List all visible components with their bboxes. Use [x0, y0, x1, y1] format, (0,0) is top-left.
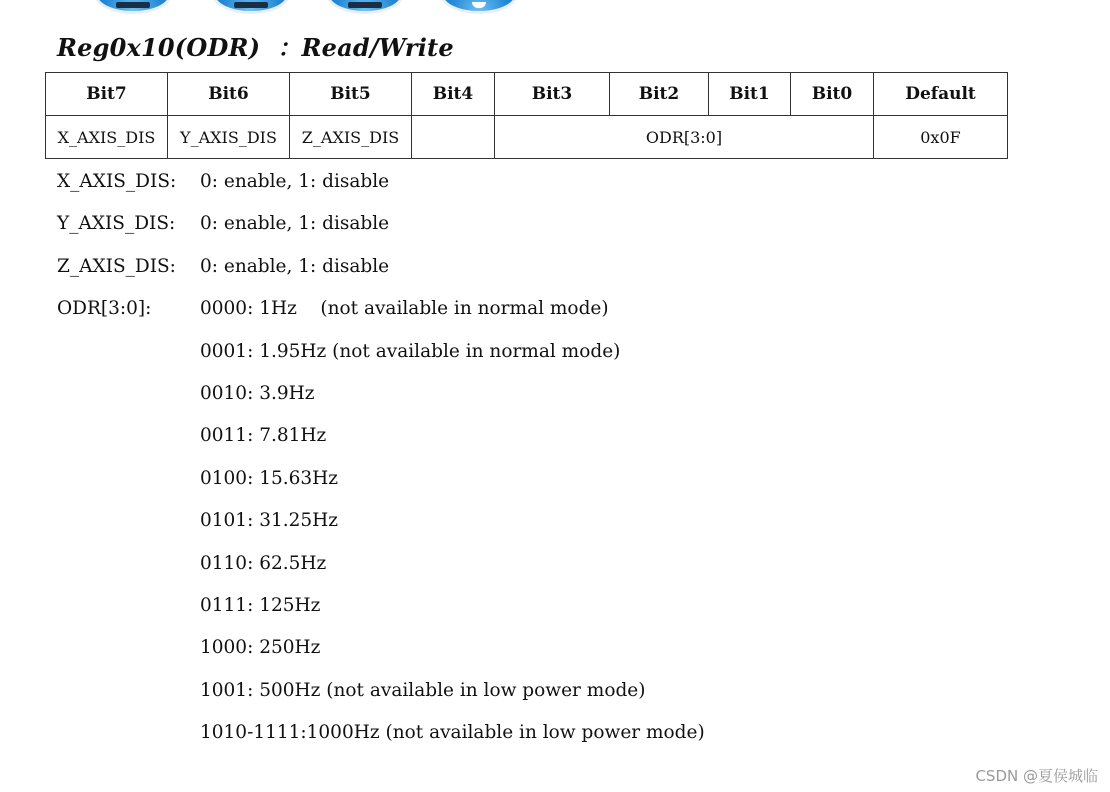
field-value: 0101: 31.25Hz — [200, 510, 339, 532]
field-value: 0000: 1Hz (not available in normal mode) — [200, 298, 609, 320]
device-icon — [116, 2, 150, 8]
laptop-icon — [348, 2, 382, 8]
header-bit6: Bit6 — [168, 73, 290, 116]
field-value: 0010: 3.9Hz — [200, 382, 315, 404]
cell-x-axis-dis: X_AXIS_DIS — [46, 116, 168, 159]
description-row — [57, 210, 817, 252]
field-name: X_AXIS_DIS: — [57, 171, 177, 192]
cell-z-axis-dis: Z_AXIS_DIS — [290, 116, 412, 159]
field-value: 0110: 62.5Hz — [200, 552, 327, 574]
field-value: 0011: 7.81Hz — [200, 425, 327, 447]
field-name: Y_AXIS_DIS: — [57, 213, 176, 235]
header-default: Default — [874, 73, 1008, 116]
description-row — [57, 422, 817, 464]
register-bit-table — [45, 72, 1008, 159]
description-row — [57, 253, 817, 295]
field-value: 0: enable, 1: disable — [200, 255, 390, 277]
hook-icon — [472, 2, 486, 8]
description-row — [57, 465, 817, 507]
description-row — [57, 592, 817, 634]
table-header-row — [46, 73, 1008, 116]
field-descriptions — [57, 168, 817, 761]
header-bit7: Bit7 — [46, 73, 168, 116]
keyboard-icon — [234, 2, 268, 8]
cell-default-value: 0x0F — [874, 116, 1008, 159]
header-bit2: Bit2 — [610, 73, 709, 116]
cell-y-axis-dis: Y_AXIS_DIS — [168, 116, 290, 159]
description-row — [57, 380, 817, 422]
field-value: 0100: 15.63Hz — [200, 467, 339, 489]
description-row — [57, 295, 817, 337]
header-bit1: Bit1 — [709, 73, 791, 116]
app-icon-1[interactable] — [94, 0, 172, 14]
table-value-row — [46, 116, 1008, 159]
field-value: 1001: 500Hz (not available in low power mode) — [200, 679, 646, 701]
header-bit0: Bit0 — [791, 73, 874, 116]
description-row — [57, 338, 817, 380]
field-value: 0: enable, 1: disable — [200, 213, 390, 235]
description-row — [57, 550, 817, 592]
register-title: Reg0x10(ODR) ：Read/Write — [57, 33, 454, 62]
app-icon-2[interactable] — [212, 0, 290, 14]
header-bit4: Bit4 — [412, 73, 495, 116]
field-name: ODR[3:0]: — [57, 298, 152, 320]
cell-odr-field: ODR[3:0] — [495, 116, 874, 159]
description-row — [57, 634, 817, 676]
field-value: 0111: 125Hz — [200, 594, 321, 616]
header-bit5: Bit5 — [290, 73, 412, 116]
header-bit3: Bit3 — [495, 73, 610, 116]
cell-bit4-reserved — [412, 116, 495, 159]
description-row — [57, 719, 817, 761]
top-icon-strip — [0, 0, 1110, 16]
app-icon-3[interactable] — [326, 0, 404, 14]
app-icon-4[interactable] — [440, 0, 518, 14]
field-value: 1010-1111:1000Hz (not available in low power mode) — [200, 722, 705, 744]
field-name: Z_AXIS_DIS: — [57, 255, 176, 277]
description-row — [57, 507, 817, 549]
field-value: 0001: 1.95Hz (not available in normal mode) — [200, 340, 621, 362]
field-value: 1000: 250Hz — [200, 637, 321, 659]
description-row — [57, 677, 817, 719]
watermark: CSDN @夏侯城临 — [975, 767, 1098, 785]
field-value: 0: enable, 1: disable — [200, 171, 390, 192]
description-row — [57, 168, 817, 210]
